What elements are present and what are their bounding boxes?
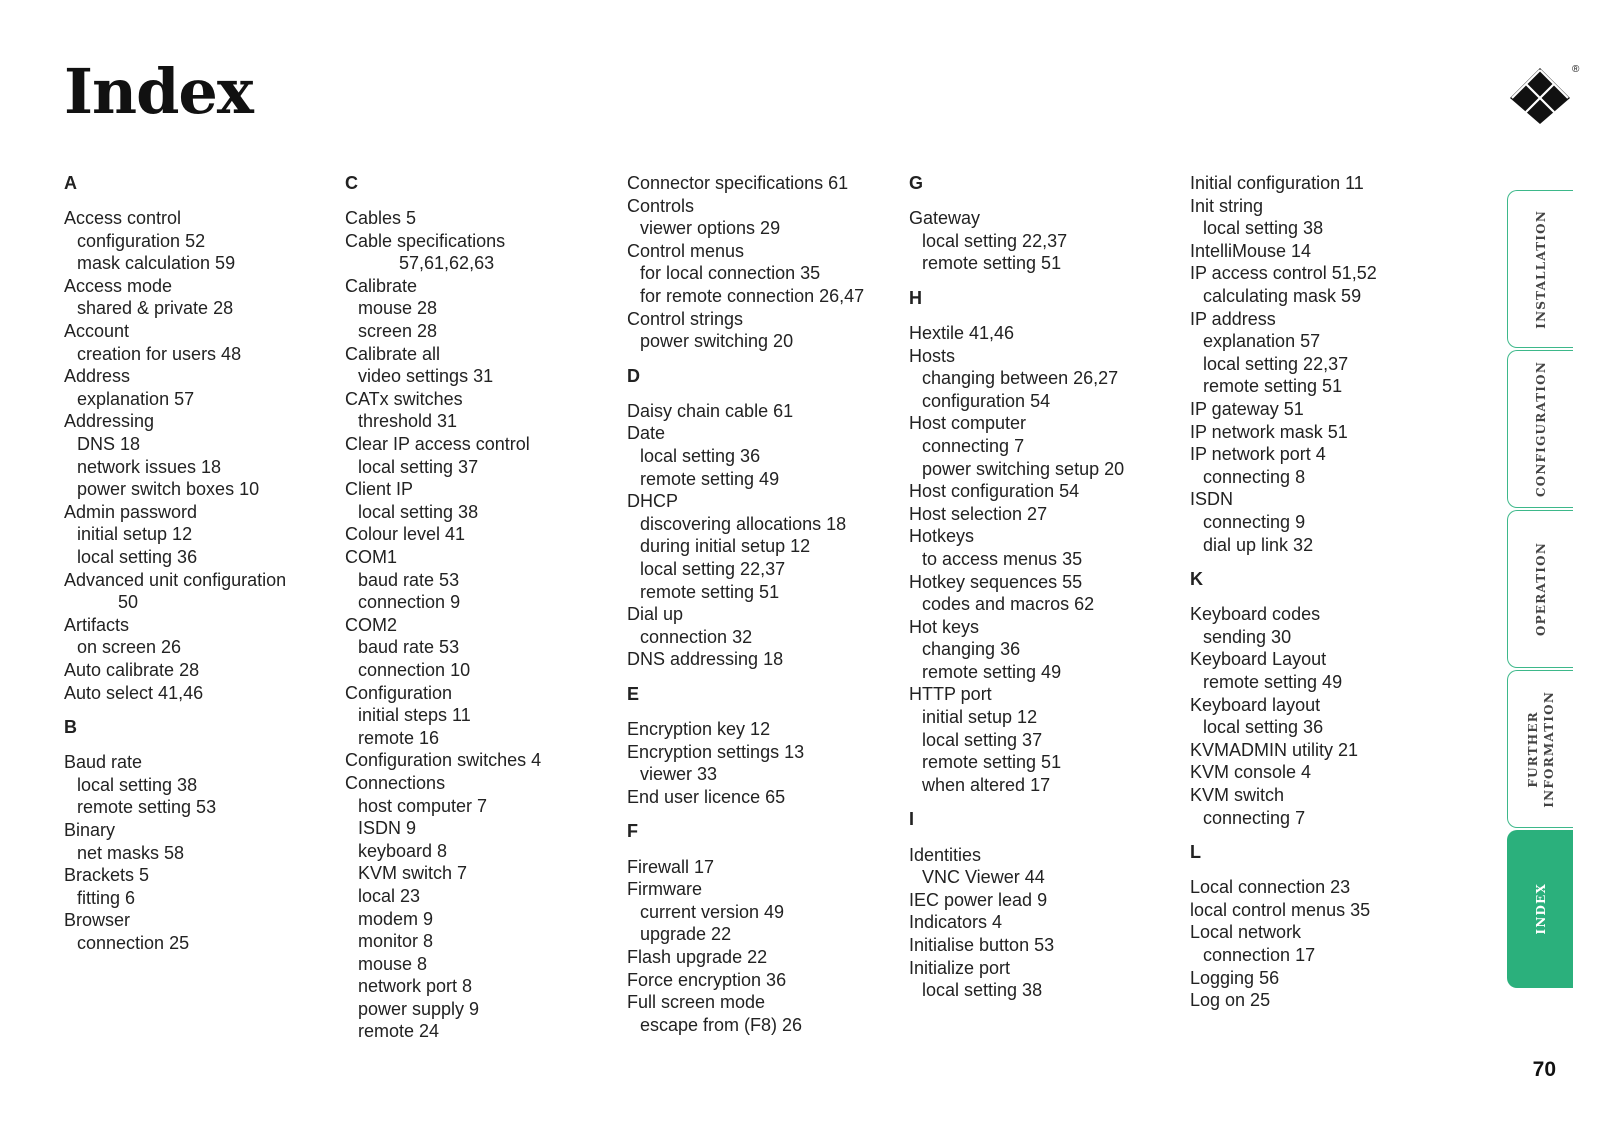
index-subentry: mouse 8 <box>358 953 428 974</box>
index-entry: Date <box>627 423 666 444</box>
index-subentry: escape from (F8) 26 <box>640 1014 803 1035</box>
index-subentry: local setting 36 <box>1203 717 1324 738</box>
index-subentry: connection 9 <box>358 592 461 613</box>
index-subentry: on screen 26 <box>77 637 182 658</box>
index-subentry: power switching setup 20 <box>922 458 1125 479</box>
index-entry: Auto select 41,46 <box>64 682 204 703</box>
index-entry: Auto calibrate 28 <box>64 659 200 680</box>
index-subentry: shared & private 28 <box>77 298 234 319</box>
index-subentry: configuration 54 <box>922 390 1051 411</box>
index-subentry: host computer 7 <box>358 795 488 816</box>
index-subentry: remote setting 49 <box>1203 671 1343 692</box>
index-subentry: connection 32 <box>640 626 753 647</box>
index-subentry: VNC Viewer 44 <box>922 867 1045 888</box>
index-entry: Cable specifications <box>345 230 506 251</box>
index-entry: local control menus 35 <box>1190 899 1371 920</box>
index-subentry: baud rate 53 <box>358 569 460 590</box>
index-subentry: local setting 37 <box>922 729 1043 750</box>
index-entry: Full screen mode <box>627 992 766 1013</box>
index-letter-heading: H <box>909 287 922 308</box>
index-subentry: for remote connection 26,47 <box>640 285 865 306</box>
index-subentry: remote setting 51 <box>922 752 1062 773</box>
index-subentry: discovering allocations 18 <box>640 513 847 534</box>
index-subentry: codes and macros 62 <box>922 594 1095 615</box>
tab-operation[interactable] <box>1507 510 1573 668</box>
index-subentry: local 23 <box>358 885 421 906</box>
index-subentry: network port 8 <box>358 976 473 997</box>
index-entry: HTTP port <box>909 684 992 705</box>
index-entry: Local network <box>1190 922 1302 943</box>
index-subentry: local setting 22,37 <box>640 559 786 579</box>
index-entry: Addressing <box>64 411 155 432</box>
tab-label: OPERATION <box>1533 541 1548 636</box>
index-entry: Firewall 17 <box>627 856 715 877</box>
index-entry: Control strings <box>627 308 744 329</box>
index-entry: Browser <box>64 910 131 931</box>
index-entry: Hosts <box>909 345 956 366</box>
index-subentry: 50 <box>118 592 139 613</box>
index-letter-heading: B <box>64 717 77 738</box>
index-subentry: remote 16 <box>358 727 440 748</box>
index-entry: Calibrate <box>345 275 418 296</box>
index-subentry: changing between 26,27 <box>922 368 1119 389</box>
index-entry: ISDN <box>1190 489 1234 510</box>
index-entry: IP gateway 51 <box>1190 398 1304 419</box>
index-entry: Dial up <box>627 604 684 625</box>
index-subentry: local setting 37 <box>358 456 479 477</box>
index-letter-heading: D <box>627 365 640 386</box>
index-subentry: local setting 38 <box>77 774 198 795</box>
index-entry: IEC power lead 9 <box>909 889 1048 910</box>
index-subentry: connecting 7 <box>1203 807 1306 828</box>
index-entry: Access control <box>64 208 182 229</box>
index-entry: KVMADMIN utility 21 <box>1190 739 1359 760</box>
index-entry: Brackets 5 <box>64 865 150 886</box>
index-entry: Gateway <box>909 208 981 229</box>
tab-label: CONFIGURATION <box>1533 360 1548 497</box>
index-entry: Keyboard layout <box>1190 694 1321 715</box>
index-subentry: local setting 36 <box>77 547 198 567</box>
index-entry: Keyboard codes <box>1190 604 1321 625</box>
index-column-2 <box>345 172 615 1043</box>
index-entry: Configuration switches 4 <box>345 750 542 771</box>
index-entry: IP address <box>1190 308 1276 329</box>
index-entry: Account <box>64 321 130 342</box>
index-entry: Local connection 23 <box>1190 877 1351 898</box>
index-subentry: configuration 52 <box>77 230 206 251</box>
index-entry: Host configuration 54 <box>909 481 1080 502</box>
index-column-5 <box>1190 172 1460 1012</box>
index-subentry: network issues 18 <box>77 456 222 477</box>
index-subentry: local setting 22,37 <box>922 230 1068 251</box>
index-entry: Configuration <box>345 682 453 703</box>
index-subentry: remote setting 51 <box>640 581 780 602</box>
index-subentry: remote setting 49 <box>922 661 1062 682</box>
index-column-4 <box>909 172 1179 1002</box>
index-subentry: upgrade 22 <box>640 924 732 945</box>
index-subentry: remote setting 51 <box>922 253 1062 274</box>
index-entry: End user licence 65 <box>627 786 786 807</box>
index-subentry: initial setup 12 <box>77 524 193 545</box>
index-subentry: explanation 57 <box>77 388 195 409</box>
index-subentry: modem 9 <box>358 908 434 929</box>
index-entry: IntelliMouse 14 <box>1190 240 1312 261</box>
tab-label: FURTHER INFORMATION <box>1525 690 1556 808</box>
index-entry: Cables 5 <box>345 208 417 229</box>
index-subentry: changing 36 <box>922 639 1021 660</box>
index-entry: Indicators 4 <box>909 912 1003 933</box>
tab-label: INDEX <box>1533 883 1548 935</box>
index-letter-heading: A <box>64 173 77 193</box>
index-entry: Connections <box>345 772 446 793</box>
index-subentry: connection 17 <box>1203 945 1316 965</box>
index-subentry: connection 10 <box>358 659 471 680</box>
index-entry: IP network mask 51 <box>1190 421 1348 442</box>
index-subentry: baud rate 53 <box>358 637 460 658</box>
index-subentry: for local connection 35 <box>640 263 821 284</box>
index-entry: KVM switch <box>1190 784 1285 805</box>
index-subentry: during initial setup 12 <box>640 536 811 557</box>
index-subentry: DNS 18 <box>77 434 141 455</box>
index-entry: Address <box>64 366 131 387</box>
index-entry: Initialise button 53 <box>909 934 1055 955</box>
index-entry: Hotkey sequences 55 <box>909 571 1083 592</box>
index-entry: Connector specifications 61 <box>627 173 849 193</box>
index-subentry: threshold 31 <box>358 411 458 432</box>
index-entry: KVM console 4 <box>1190 762 1312 783</box>
index-entry: Access mode <box>64 275 173 296</box>
black-box-diamond-logo <box>1502 62 1582 128</box>
tab-configuration[interactable] <box>1507 350 1573 508</box>
index-subentry: creation for users 48 <box>77 343 242 364</box>
index-entry: Client IP <box>345 479 414 500</box>
index-subentry: local setting 22,37 <box>1203 353 1349 374</box>
index-entry: Flash upgrade 22 <box>627 946 768 967</box>
index-entry: Artifacts <box>64 614 130 635</box>
index-subentry: KVM switch 7 <box>358 863 468 884</box>
tab-index[interactable] <box>1507 830 1573 988</box>
index-subentry: fitting 6 <box>77 887 136 908</box>
index-entry: Daisy chain cable 61 <box>627 400 794 421</box>
index-entry: Encryption settings 13 <box>627 741 805 762</box>
index-subentry: explanation 57 <box>1203 331 1321 352</box>
index-subentry: sending 30 <box>1203 626 1292 647</box>
index-entry: Binary <box>64 820 116 841</box>
index-subentry: local setting 36 <box>640 446 761 467</box>
index-entry: Hotkeys <box>909 526 975 547</box>
index-entry: Hot keys <box>909 616 980 637</box>
tab-label: INSTALLATION <box>1533 209 1548 329</box>
index-entry: Encryption key 12 <box>627 719 771 740</box>
index-subentry: current version 49 <box>640 901 785 922</box>
index-entry: IP access control 51,52 <box>1190 263 1377 284</box>
index-subentry: initial steps 11 <box>358 705 471 726</box>
index-subentry: power switch boxes 10 <box>77 479 260 500</box>
index-subentry: dial up link 32 <box>1203 534 1314 555</box>
index-column-1 <box>64 172 334 955</box>
index-subentry: viewer options 29 <box>640 218 781 239</box>
index-subentry: connecting 8 <box>1203 466 1306 487</box>
index-entry: Init string <box>1190 195 1264 216</box>
index-subentry: remote setting 51 <box>1203 376 1343 397</box>
index-subentry: ISDN 9 <box>358 818 417 839</box>
index-entry: Calibrate all <box>345 343 441 364</box>
index-subentry: initial setup 12 <box>922 707 1038 728</box>
index-entry: Host selection 27 <box>909 503 1048 524</box>
index-entry: Clear IP access control <box>345 434 530 455</box>
index-entry: Colour level 41 <box>345 524 466 545</box>
index-entry: Keyboard Layout <box>1190 649 1327 670</box>
index-letter-heading: I <box>909 809 915 830</box>
registered-mark: ® <box>1572 64 1580 75</box>
index-entry: IP network port 4 <box>1190 444 1326 465</box>
index-column-3 <box>627 172 897 1036</box>
index-subentry: monitor 8 <box>358 931 434 952</box>
index-entry: Hextile 41,46 <box>909 322 1015 343</box>
index-entry: COM2 <box>345 614 398 635</box>
page-number: 70 <box>1532 1058 1556 1081</box>
index-entry: Advanced unit configuration <box>64 569 287 590</box>
index-entry: Admin password <box>64 501 198 522</box>
index-subentry: video settings 31 <box>358 366 494 387</box>
index-subentry: power supply 9 <box>358 998 480 1019</box>
page-title: Index <box>64 55 253 128</box>
index-entry: COM1 <box>345 547 398 567</box>
index-subentry: net masks 58 <box>77 842 185 863</box>
index-entry: Control menus <box>627 240 745 261</box>
index-subentry: connection 25 <box>77 933 190 953</box>
index-subentry: connecting 7 <box>922 435 1025 456</box>
index-entry: DHCP <box>627 491 679 512</box>
index-letter-heading: G <box>909 173 924 193</box>
index-subentry: 57,61,62,63 <box>399 253 495 274</box>
index-entry: Baud rate <box>64 752 143 773</box>
index-entry: Initialize port <box>909 957 1011 978</box>
tab-installation[interactable] <box>1507 190 1573 348</box>
index-subentry: remote setting 53 <box>77 797 217 818</box>
index-letter-heading: L <box>1190 842 1201 863</box>
index-subentry: when altered 17 <box>922 774 1051 795</box>
index-subentry: mask calculation 59 <box>77 253 236 274</box>
index-subentry: remote setting 49 <box>640 468 780 489</box>
index-entry: Initial configuration 11 <box>1190 173 1364 193</box>
index-subentry: keyboard 8 <box>358 840 448 861</box>
index-entry: Firmware <box>627 879 702 900</box>
index-subentry: local setting 38 <box>922 980 1043 1001</box>
tab-further-information[interactable] <box>1507 670 1573 828</box>
index-entry: Log on 25 <box>1190 990 1271 1011</box>
index-entry: Force encryption 36 <box>627 969 787 990</box>
index-letter-heading: C <box>345 173 358 193</box>
index-subentry: viewer 33 <box>640 764 718 785</box>
index-entry: Host computer <box>909 413 1027 434</box>
index-subentry: power switching 20 <box>640 331 794 352</box>
index-entry: Identities <box>909 844 982 865</box>
section-tabs <box>1507 190 1573 990</box>
index-subentry: calculating mask 59 <box>1203 285 1362 306</box>
index-subentry: mouse 28 <box>358 298 438 319</box>
index-entry: Controls <box>627 195 695 216</box>
index-subentry: connecting 9 <box>1203 511 1306 532</box>
index-letter-heading: F <box>627 821 638 842</box>
index-letter-heading: K <box>1190 569 1203 590</box>
index-subentry: to access menus 35 <box>922 548 1083 569</box>
index-entry: Logging 56 <box>1190 967 1280 988</box>
index-subentry: remote 24 <box>358 1021 440 1042</box>
index-entry: DNS addressing 18 <box>627 649 784 670</box>
index-letter-heading: E <box>627 683 640 704</box>
index-subentry: local setting 38 <box>358 501 479 522</box>
index-subentry: screen 28 <box>358 321 438 342</box>
index-entry: CATx switches <box>345 388 463 409</box>
index-subentry: local setting 38 <box>1203 218 1324 239</box>
